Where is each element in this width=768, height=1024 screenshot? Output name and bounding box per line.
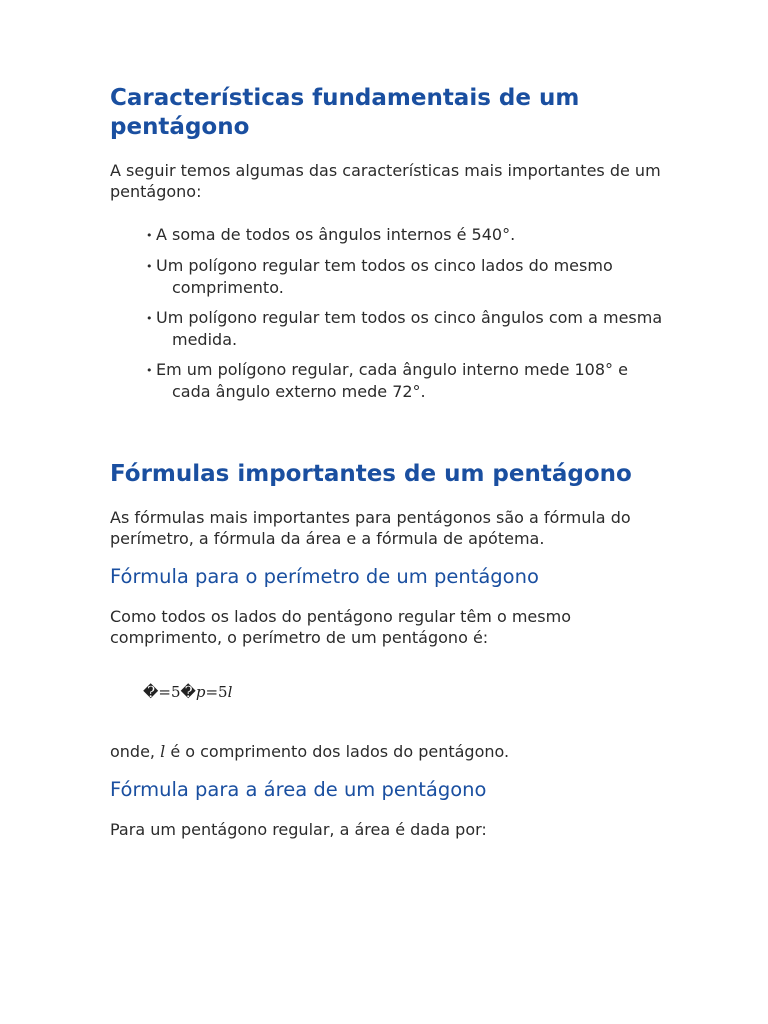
bullet-icon: • — [146, 312, 153, 325]
list-item — [146, 307, 670, 350]
section-intro-formulas: As fórmulas mais importantes para pentágonos são a fórmula do perímetro, a fórmula da área e a fórmula de apótema. — [110, 508, 631, 548]
explanation-prefix: onde, — [110, 742, 161, 761]
bullet-icon: • — [146, 260, 153, 273]
explanation-suffix: é o comprimento dos lados do pentágono. — [165, 742, 510, 761]
formula-var-p: p — [195, 683, 206, 701]
perimeter-explanation — [110, 741, 670, 762]
section-title-formulas: Fórmulas importantes de um pentágono — [110, 461, 632, 487]
list-item-text: A soma de todos os ângulos internos é 540°. — [156, 225, 516, 244]
section-title-characteristics: Características fundamentais de um pentágono — [110, 85, 580, 140]
formula-var-l: l — [227, 683, 233, 701]
subsection-title-area: Fórmula para a área de um pentágono — [110, 778, 487, 801]
bullet-icon: • — [146, 364, 153, 377]
characteristics-list — [110, 224, 670, 402]
list-item-text: Um polígono regular tem todos os cinco lados do mesmo comprimento. — [156, 256, 613, 297]
formula-garbled-text: �=5� — [143, 683, 196, 701]
subsection-title-perimeter: Fórmula para o perímetro de um pentágono — [110, 565, 539, 588]
list-item-text: Em um polígono regular, cada ângulo interno mede 108° e cada ângulo externo mede 72°. — [156, 360, 628, 401]
list-item — [146, 255, 670, 298]
explanation-var-l: l — [160, 742, 166, 761]
area-text: Para um pentágono regular, a área é dada por: — [110, 820, 487, 839]
list-item — [146, 224, 670, 246]
section-intro-characteristics: A seguir temos algumas das características mais importantes de um pentágono: — [110, 161, 661, 201]
list-item — [146, 359, 670, 402]
document-page — [110, 84, 670, 840]
list-item-text: Um polígono regular tem todos os cinco ângulos com a mesma medida. — [156, 308, 663, 349]
formula-equals: =5 — [205, 683, 228, 701]
perimeter-text: Como todos os lados do pentágono regular têm o mesmo comprimento, o perímetro de um pentágono é: — [110, 607, 571, 647]
perimeter-formula — [143, 682, 670, 703]
bullet-icon: • — [146, 229, 153, 242]
